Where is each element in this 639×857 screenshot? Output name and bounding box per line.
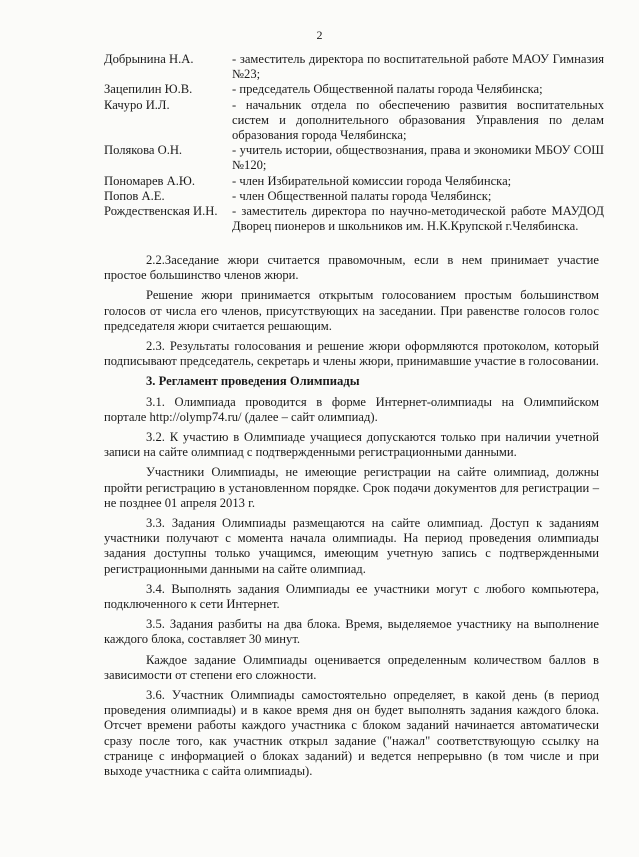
section-heading: 3. Регламент проведения Олимпиады: [146, 374, 360, 389]
paragraph: 3.4. Выполнять задания Олимпиады ее участники могут с любого компьютера, подключенного к сети Интернет.: [104, 581, 599, 612]
paragraph: 3.1. Олимпиада проводится в форме Интернет-олимпиады на Олимпийском портале http://olymp74.ru/ (далее – сайт олимпиад).: [104, 394, 599, 424]
jury-member-row: [104, 82, 604, 97]
page-number: 2: [316, 28, 323, 42]
paragraph: 2.2.Заседание жюри считается правомочным, если в нем принимает участие простое большинство членов жюри.: [104, 253, 599, 283]
jury-members-list: [104, 52, 604, 234]
jury-member-row: [104, 204, 604, 234]
jury-member-row: [104, 174, 604, 189]
member-position: - председатель Общественной палаты города Челябинска;: [232, 82, 543, 97]
member-name: Добрынина Н.А.: [104, 52, 194, 66]
paragraph: Участники Олимпиады, не имеющие регистрации на сайте олимпиад, должны пройти регистрацию в установленном порядке. Срок подачи документов для регистрации – не позднее 01 апреля 2013 г.: [104, 465, 599, 510]
jury-member-row: [104, 98, 604, 144]
jury-member-row: [104, 189, 604, 204]
paragraph: Каждое задание Олимпиады оценивается определенным количеством баллов в зависимости от степени его сложности.: [104, 652, 599, 682]
member-name: Качуро И.Л.: [104, 97, 170, 112]
member-name: Полякова О.Н.: [104, 143, 183, 158]
member-position: - начальник отдела по обеспечению развития воспитательных систем и дополнительного образования Управления по делам образования города Челябинска;: [232, 97, 604, 143]
paragraph: Решение жюри принимается открытым голосованием простым большинством голосов от числа его членов, присутствующих на заседании. При равенстве голосов голос председателя жюри считается решающим.: [104, 288, 599, 333]
paragraph: 3.3. Задания Олимпиады размещаются на сайте олимпиад. Доступ к заданиям участники получают с момента начала олимпиады. На период проведения олимпиады задания доступны только учащимся, имеющим учетную запись с подтвержденными регистрационными данными на сайте олимпиад.: [104, 516, 599, 576]
member-position: - член Общественной палаты города Челябинск;: [232, 188, 492, 203]
jury-member-row: [104, 143, 604, 173]
paragraph: 2.3. Результаты голосования и решение жюри оформляются протоколом, который подписывают председатель, секретарь и члены жюри, принимавшие участие в голосовании.: [104, 339, 599, 369]
member-name: Пономарев А.Ю.: [104, 173, 195, 188]
paragraph: 3.6. Участник Олимпиады самостоятельно определяет, в какой день (в период проведения олимпиады) и в какое время дня он будет выполнять задания каждого блока. Отсчет времени работы каждого участника с блоком заданий начинается автоматически сразу после того, как участник открыл задание ("нажал" соответствующую ссылку на странице с информацией о блоках заданий) и ведется непрерывно (в том числе и при выходе участника с сайта олимпиады).: [104, 688, 599, 779]
paragraph: 3.5. Задания разбиты на два блока. Время, выделяемое участнику на выполнение каждого блока, составляет 30 минут.: [104, 617, 599, 647]
member-name: Рождественская И.Н.: [104, 204, 218, 219]
member-position: - член Избирательной комиссии города Челябинска;: [232, 173, 512, 188]
document-body: [104, 253, 599, 784]
member-position: - учитель истории, обществознания, права и экономики МБОУ СОШ №120;: [232, 143, 604, 173]
member-position: - заместитель директора по научно-методической работе МАУДОД Дворец пионеров и школьников им. Н.К.Крупской г.Челябинска.: [232, 204, 604, 234]
member-name: Зацепилин Ю.В.: [104, 82, 193, 97]
member-name: Попов А.Е.: [104, 188, 165, 203]
member-position: - заместитель директора по воспитательной работе МАОУ Гимназия №23;: [232, 52, 604, 82]
jury-member-row: [104, 52, 604, 82]
paragraph: 3.2. К участию в Олимпиаде учащиеся допускаются только при наличии учетной записи на сайте олимпиад с подтвержденными регистрационными данными.: [104, 430, 599, 460]
